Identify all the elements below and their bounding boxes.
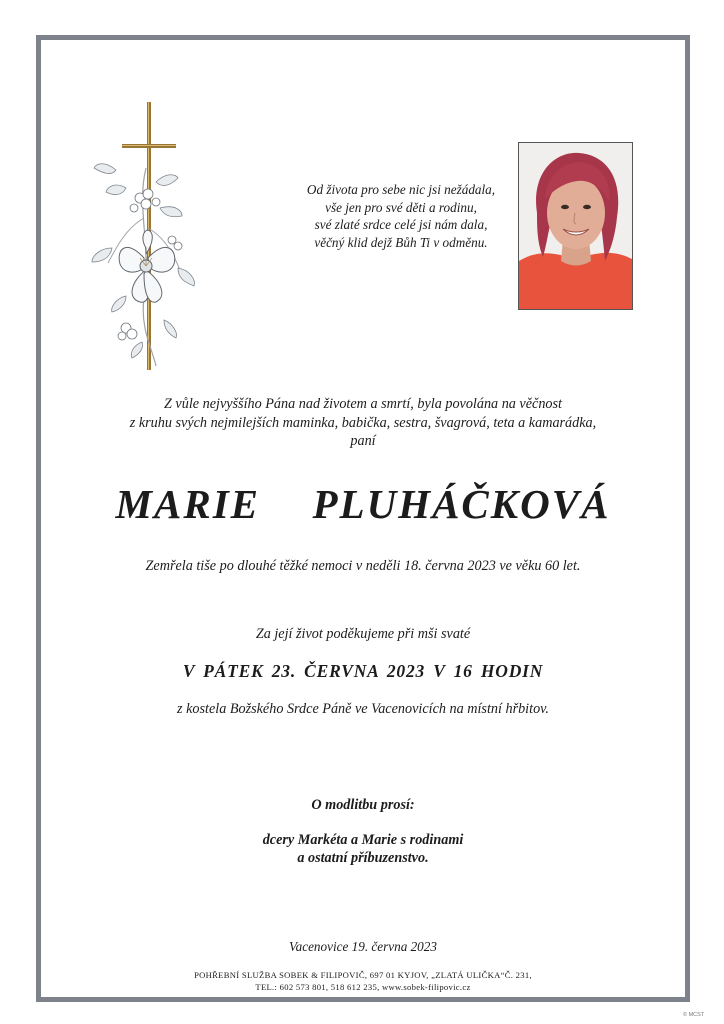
prayer-request: O modlitbu prosí: <box>311 797 415 813</box>
deceased-name: MARIE PLUHÁČKOVÁ <box>115 481 611 527</box>
footer-line: TEL.: 602 573 801, 518 612 235, www.sobek-filipovic.cz <box>255 982 471 992</box>
death-text: Zemřela tiše po dlouhé těžké nemoci v neděli 18. června 2023 ve věku 60 let. <box>145 558 581 574</box>
portrait-photo <box>518 142 633 310</box>
poem-line: své zlaté srdce celé jsi nám dala, <box>314 217 488 232</box>
place-date: Vacenovice 19. června 2023 <box>289 939 437 954</box>
intro-line: Z vůle nejvyššího Pána nad životem a smrtí, byla povolána na věčnost <box>164 396 562 412</box>
thanks-text: Za její život poděkujeme při mši svaté <box>255 626 471 642</box>
poem-line: věčný klid dejž Bůh Ti v odměnu. <box>314 234 488 250</box>
family-line: a ostatní příbuzenstvo. <box>297 850 429 866</box>
family-signatures <box>71 831 655 867</box>
church-text: z kostela Božského Srdce Páně ve Vacenovicích na místní hřbitov. <box>177 701 549 717</box>
footer-line: POHŘEBNÍ SLUŽBA SOBEK & FILIPOVIČ, 697 01 KYJOV, „ZLATÁ ULIČKA“Č. 231, <box>194 970 532 980</box>
family-line: dcery Markéta a Marie s rodinami <box>262 832 464 848</box>
notice-frame <box>36 35 690 1002</box>
funeral-service-footer <box>61 969 665 993</box>
service-time: V PÁTEK 23. ČERVNA 2023 V 16 HODIN <box>182 661 544 681</box>
intro-line: paní <box>350 433 376 449</box>
poem <box>251 181 551 251</box>
poem-line: vše jen pro své děti a rodinu, <box>325 199 477 215</box>
poem-line: Od života pro sebe nic jsi nežádala, <box>306 182 496 197</box>
intro-text <box>81 395 645 451</box>
copyright-mark: © MCST <box>683 1012 705 1018</box>
intro-line: z kruhu svých nejmilejších maminka, babička, sestra, švagrová, teta a kamarádka, <box>129 414 597 431</box>
cross-with-flowers-icon <box>86 98 206 378</box>
